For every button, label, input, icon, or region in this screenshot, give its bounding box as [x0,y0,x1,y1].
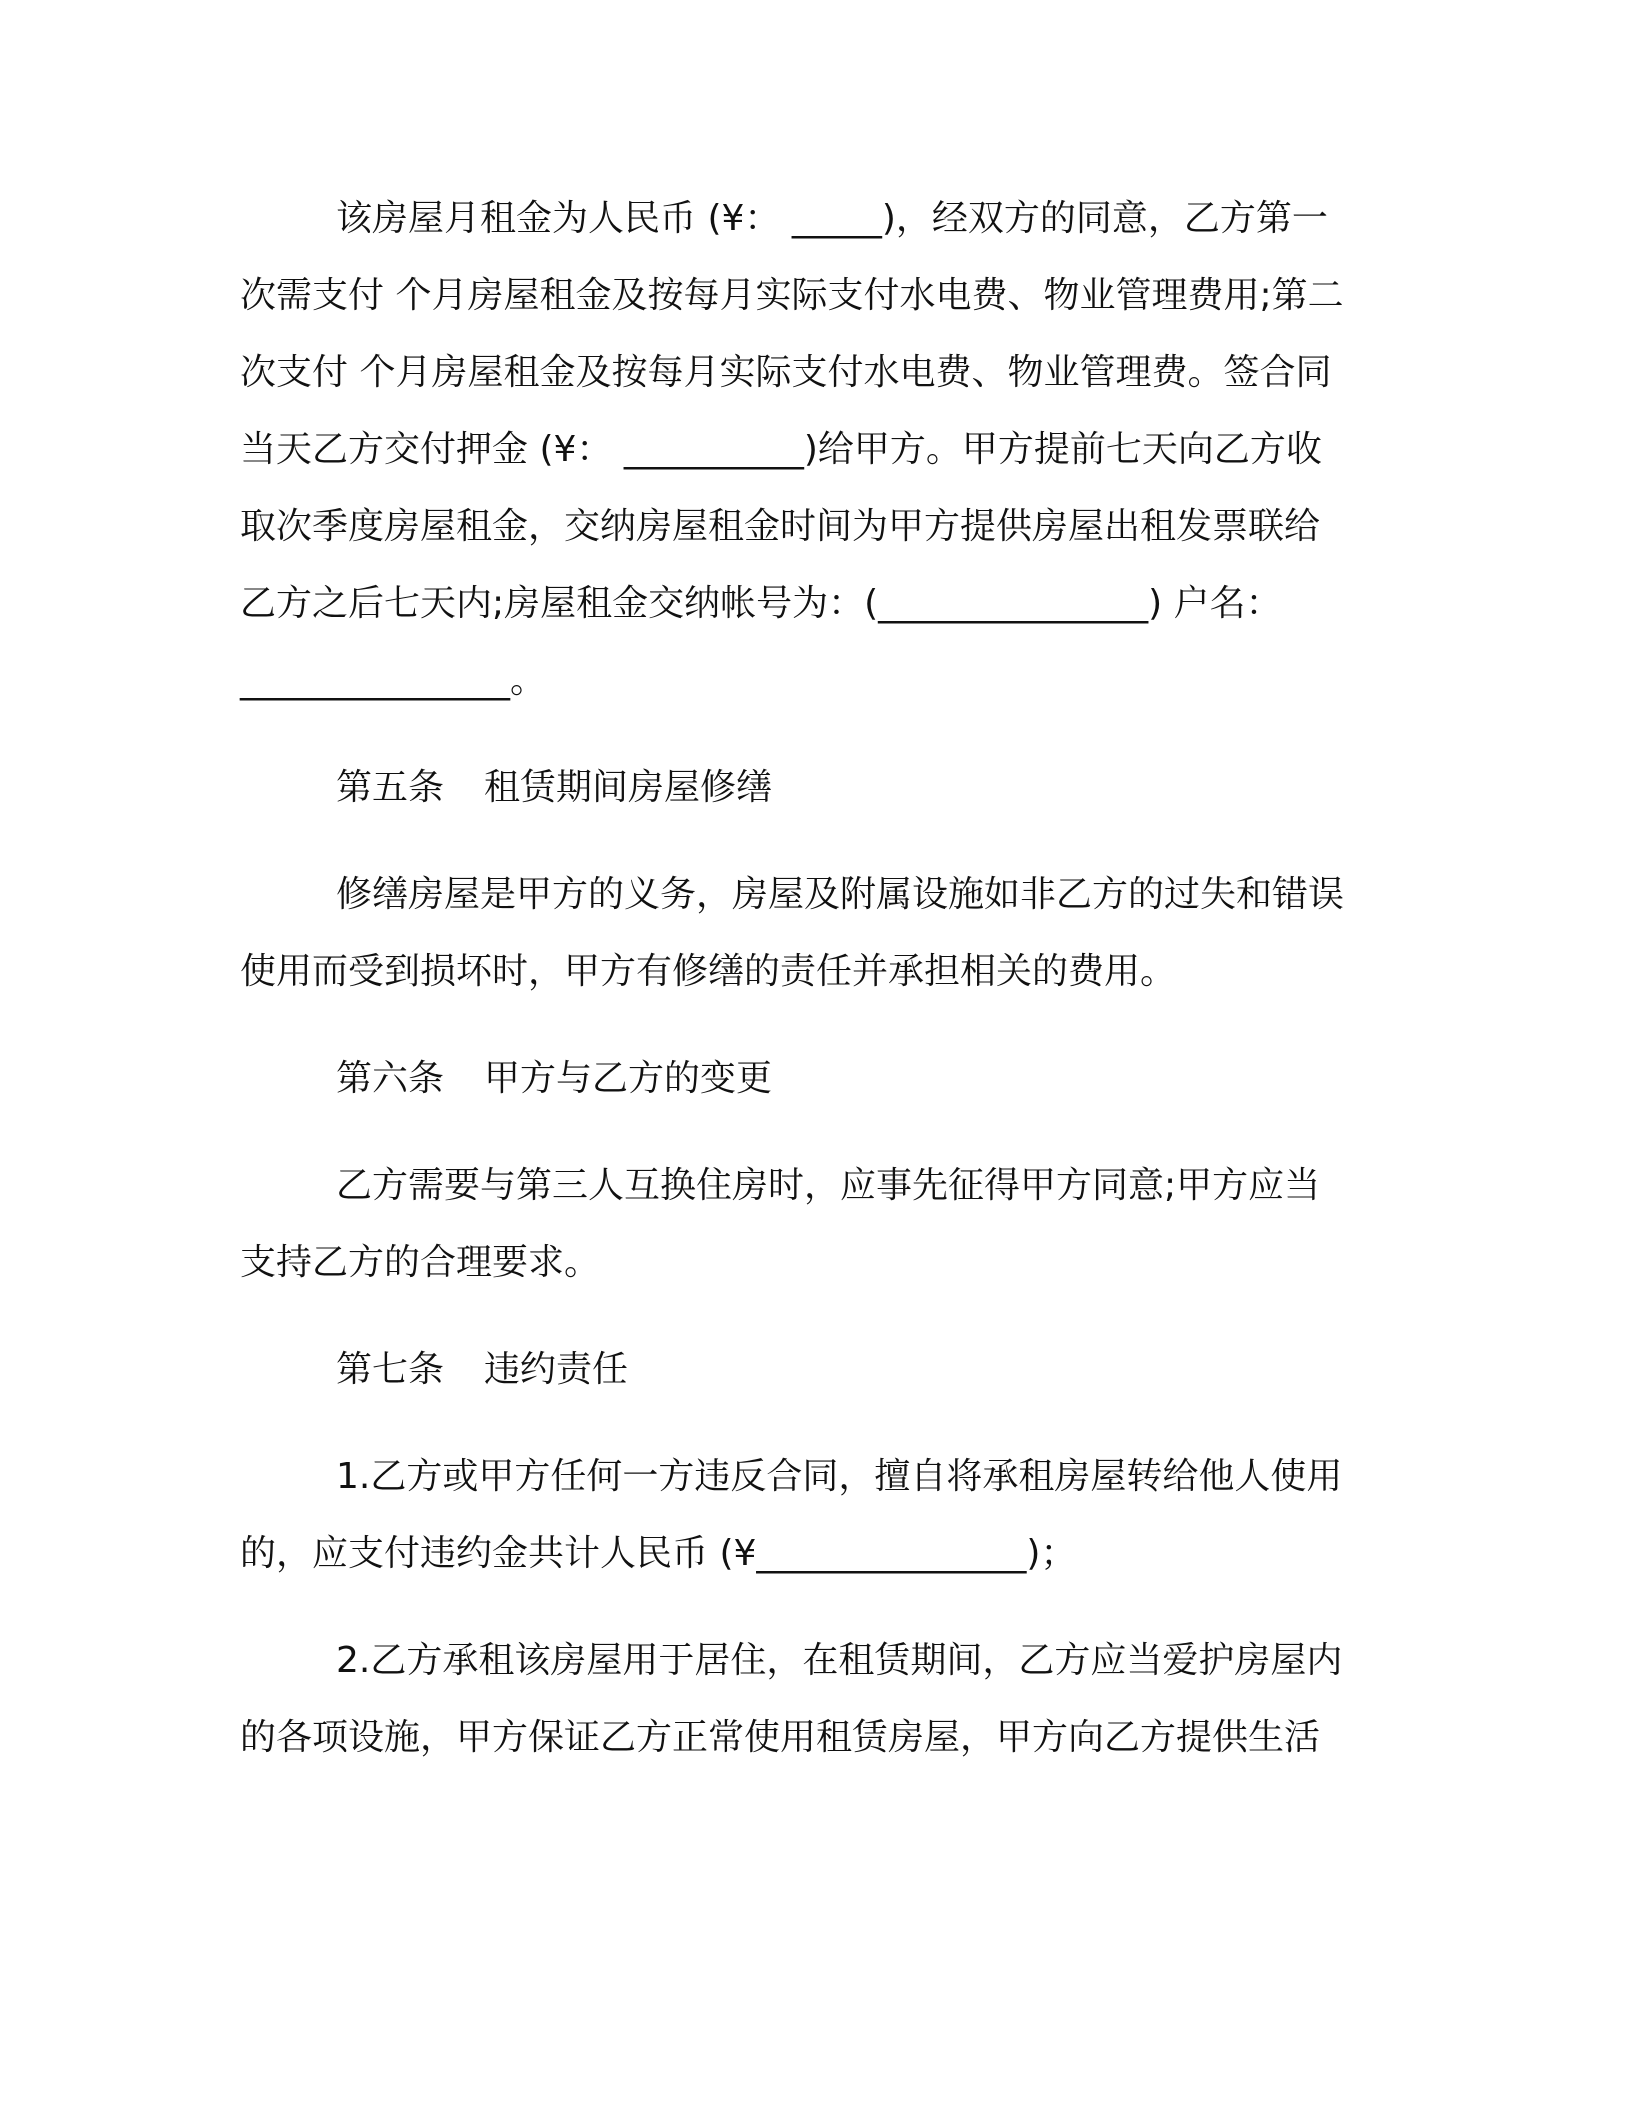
text-line: 该房屋月租金为人民币 (¥： _____)，经双方的同意，乙方第一 [336,198,1328,239]
text-line: 取次季度房屋租金，交纳房屋租金时间为甲方提供房屋出租发票联给 [240,506,1321,547]
article-number: 第六条 [336,1058,445,1099]
paragraph-change [240,1147,1390,1301]
paragraph-breach-1 [240,1438,1390,1592]
text-line: 1.乙方或甲方任何一方违反合同，擅自将承租房屋转给他人使用 [336,1456,1343,1497]
article-title: 租赁期间房屋修缮 [484,767,773,808]
article-title: 违约责任 [484,1349,629,1390]
text-line: 次需支付 个月房屋租金及按每月实际支付水电费、物业管理费用;第二 [240,275,1344,316]
article-heading-6 [240,1040,1390,1117]
article-title: 甲方与乙方的变更 [484,1058,773,1099]
text-line: 支持乙方的合理要求。 [240,1242,601,1283]
article-number: 第七条 [336,1349,445,1390]
text-line: 修缮房屋是甲方的义务，房屋及附属设施如非乙方的过失和错误 [336,874,1345,915]
text-line: 2.乙方承租该房屋用于居住，在租赁期间，乙方应当爱护房屋内 [336,1640,1343,1681]
paragraph-rent [240,180,1390,719]
text-line: 使用而受到损坏时，甲方有修缮的责任并承担相关的费用。 [240,951,1177,992]
text-line: _______________。 [240,660,546,701]
text-line: 的各项设施，甲方保证乙方正常使用租赁房屋，甲方向乙方提供生活 [240,1717,1321,1758]
text-line: 当天乙方交付押金 (¥： __________)给甲方。甲方提前七天向乙方收 [240,429,1322,470]
text-line: 的，应支付违约金共计人民币 (¥_______________)； [240,1533,1077,1574]
article-heading-5 [240,749,1390,826]
paragraph-breach-2 [240,1622,1390,1776]
article-number: 第五条 [336,767,445,808]
article-heading-7 [240,1331,1390,1408]
text-line: 次支付 个月房屋租金及按每月实际支付水电费、物业管理费。签合同 [240,352,1332,393]
document-body [240,180,1390,1776]
text-line: 乙方需要与第三人互换住房时，应事先征得甲方同意;甲方应当 [336,1165,1321,1206]
text-line: 乙方之后七天内;房屋租金交纳帐号为：(_______________) 户名： [240,583,1282,624]
paragraph-repair [240,856,1390,1010]
